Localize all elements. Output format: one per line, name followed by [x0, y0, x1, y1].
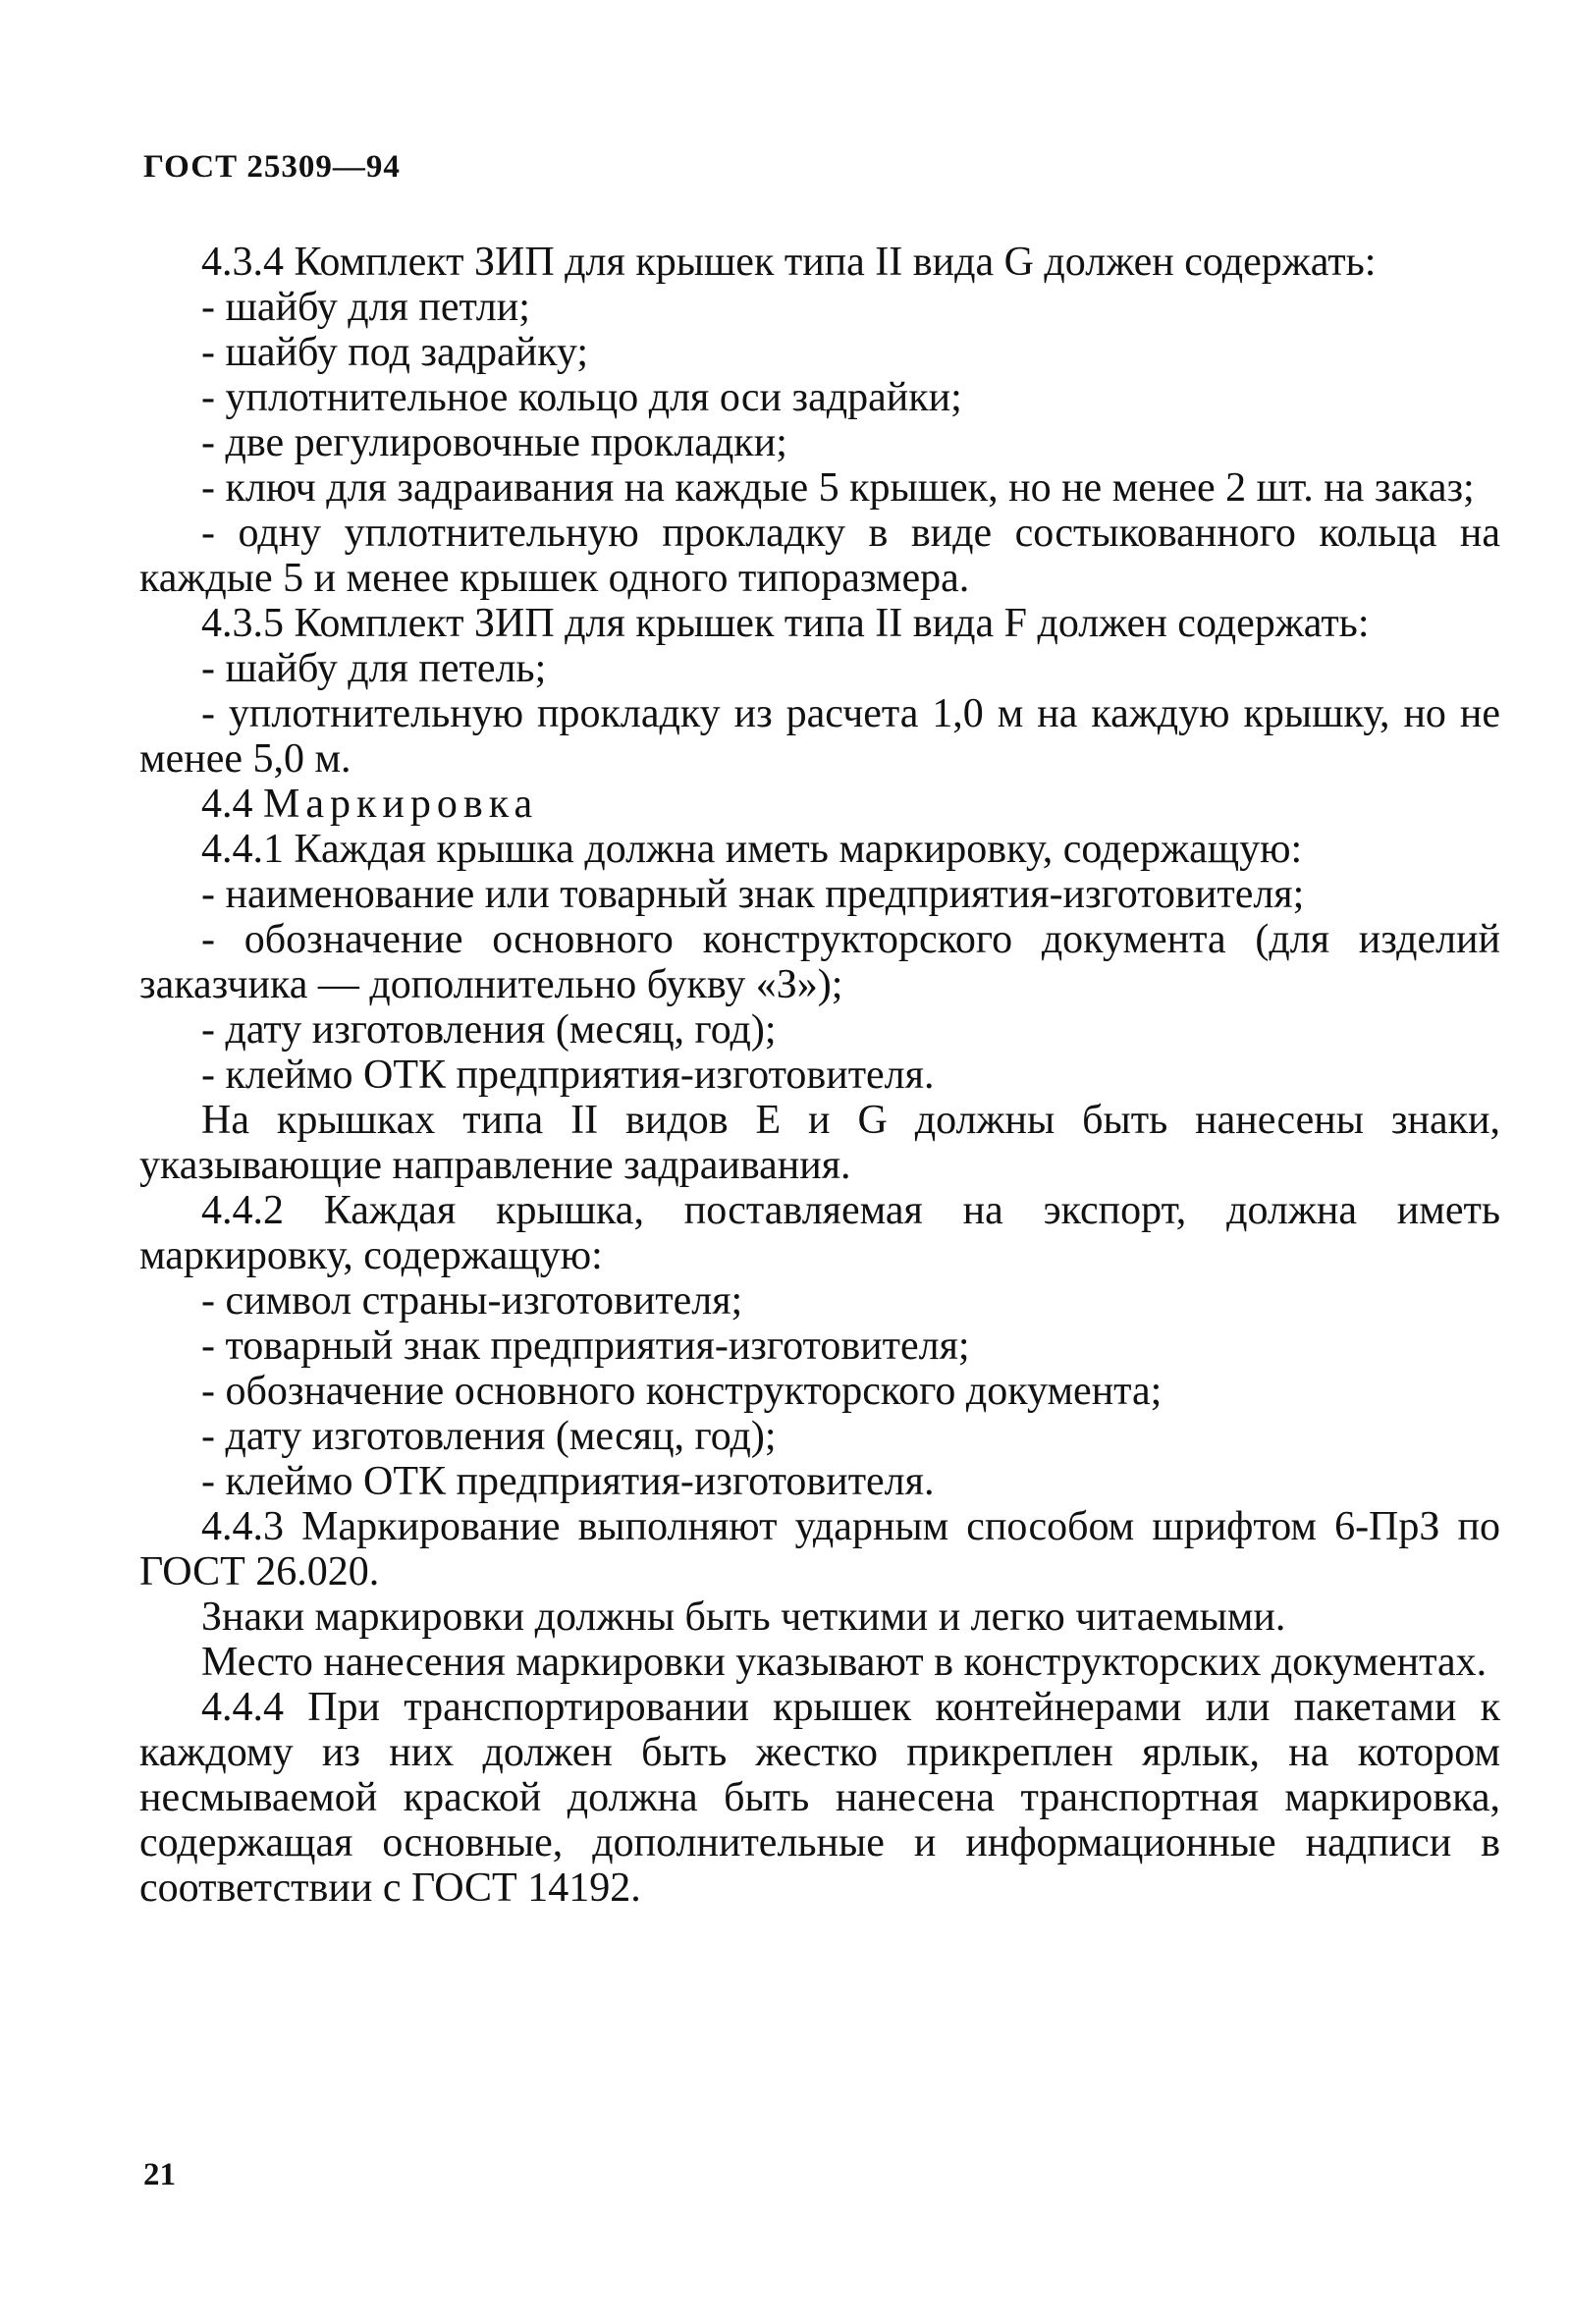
page-number: 21: [143, 2157, 176, 2192]
paragraph-4-4-2: 4.4.2 Каждая крышка, поставляемая на экспорт, должна иметь маркировку, содержащую:: [139, 1188, 1500, 1278]
paragraph-direction-signs: На крышках типа II видов E и G должны быть нанесены знаки, указывающие направление задраивания.: [139, 1098, 1500, 1188]
list-item: - шайбу для петель;: [201, 646, 547, 691]
paragraph-4-4-3: 4.4.3 Маркирование выполняют ударным способом шрифтом 6-ПрЗ по ГОСТ 26.020.: [139, 1504, 1500, 1594]
list-item: - уплотнительную прокладку из расчета 1,0 м на каждую крышку, но не менее 5,0 м.: [139, 691, 1500, 782]
list-item: - обозначение основного конструкторского документа;: [201, 1369, 1163, 1414]
list-item: - клеймо ОТК предприятия-изготовителя.: [201, 1459, 935, 1504]
list-item: - дату изготовления (месяц, год);: [201, 1007, 777, 1053]
list-item: - символ страны-изготовителя;: [201, 1278, 743, 1324]
section-number: 4.4: [201, 782, 253, 827]
list-item: - две регулировочные прокладки;: [201, 420, 787, 465]
list-item: - шайбу для петли;: [201, 285, 530, 330]
list-item: - обозначение основного конструкторского документа (для изделий заказчика — дополнительно букву «З»);: [139, 917, 1500, 1007]
section-title: Маркировка: [263, 782, 539, 827]
paragraph-4-3-4: 4.3.4 Комплект ЗИП для крышек типа II вида G должен содержать:: [201, 240, 1377, 285]
list-item: - дату изготовления (месяц, год);: [201, 1414, 777, 1459]
list-item: - наименование или товарный знак предприятия-изготовителя;: [201, 872, 1305, 917]
list-item: - клеймо ОТК предприятия-изготовителя.: [201, 1053, 935, 1098]
paragraph-marking-location: Место нанесения маркировки указывают в конструкторских документах.: [201, 1640, 1488, 1685]
list-item: - одну уплотнительную прокладку в виде состыкованного кольца на каждые 5 и менее крышек одного типоразмера.: [139, 511, 1500, 601]
list-item: - ключ для задраивания на каждые 5 крышек, но не менее 2 шт. на заказ;: [201, 465, 1475, 511]
section-heading-4-4: [139, 782, 1500, 827]
page-header-doc-code: ГОСТ 25309—94: [143, 149, 401, 185]
paragraph-marking-legibility: Знаки маркировки должны быть четкими и легко читаемыми.: [201, 1594, 1286, 1640]
list-item: - уплотнительное кольцо для оси задрайки;: [201, 375, 962, 420]
document-body: [139, 240, 1500, 1911]
paragraph-4-4-1: 4.4.1 Каждая крышка должна иметь маркировку, содержащую:: [201, 827, 1303, 872]
paragraph-4-4-4: 4.4.4 При транспортировании крышек контейнерами или пакетами к каждому из них должен быть жестко прикреплен ярлык, на котором несмываемой краской должна быть нанесена транспортная маркировка, содержащая основные, дополнительные и информационные надписи в соответствии с ГОСТ 14192.: [139, 1685, 1500, 1911]
list-item: - шайбу под задрайку;: [201, 330, 588, 375]
paragraph-4-3-5: 4.3.5 Комплект ЗИП для крышек типа II вида F должен содержать:: [201, 601, 1370, 646]
list-item: - товарный знак предприятия-изготовителя;: [201, 1324, 970, 1369]
